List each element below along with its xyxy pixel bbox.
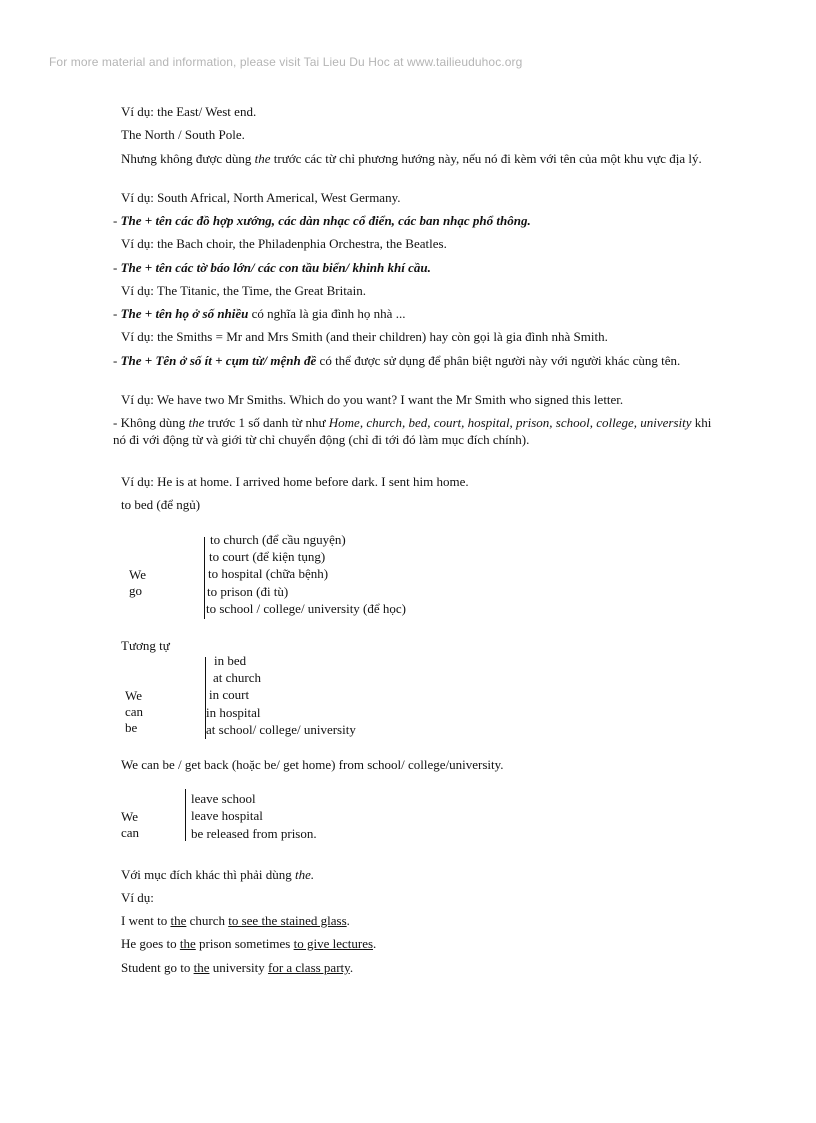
example-line: Với mục đích khác thì phải dùng the.	[121, 867, 315, 882]
rule-bullet: - The + Tên ở số ít + cụm từ/ mệnh đề có thể được sử dụng để phân biệt người này với người khác cùng tên.	[113, 353, 681, 368]
example-line: Ví dụ: We have two Mr Smiths. Which do you want? I want the Mr Smith who signed this letter.	[121, 392, 624, 407]
example-line: Ví dụ: South Africal, North Americal, West Germany.	[121, 190, 401, 205]
example-line: Tương tự	[121, 638, 170, 653]
example-line: Ví dụ: The Titanic, the Time, the Great Britain.	[121, 283, 366, 298]
example-line: The North / South Pole.	[121, 127, 245, 142]
group-item: in hospital	[206, 705, 261, 720]
rule-bullet: - The + tên các tờ báo lớn/ các con tầu biển/ khinh khí cầu.	[113, 260, 431, 275]
group-item: at school/ college/ university	[206, 722, 356, 737]
group-bracket	[185, 789, 186, 841]
page-header-watermark: For more material and information, please visit Tai Lieu Du Hoc at www.tailieuduhoc.org	[49, 55, 523, 69]
group-label: We can be	[125, 688, 144, 735]
group-item: to prison (đi tù)	[207, 584, 289, 599]
example-sentence: He goes to the prison sometimes to give lectures.	[121, 936, 377, 951]
example-line: Ví dụ: the Smiths = Mr and Mrs Smith (and their children) hay còn gọi là gia đình nhà Smith.	[121, 329, 608, 344]
example-line: to bed (để ngủ)	[121, 497, 201, 512]
example-sentence: I went to the church to see the stained glass.	[121, 913, 350, 928]
group-item: to court (để kiện tụng)	[209, 549, 326, 564]
group-item: leave hospital	[191, 808, 263, 823]
group-item: at church	[213, 670, 262, 685]
example-line: Ví dụ:	[121, 890, 154, 905]
rule-bullet: - The + tên các đồ hợp xướng, các dàn nhạc cổ điển, các ban nhạc phổ thông.	[113, 213, 531, 228]
group-item: to school / college/ university (để học)	[206, 601, 407, 616]
example-line: We can be / get back (hoặc be/ get home) from school/ college/university.	[121, 757, 504, 772]
group-item: be released from prison.	[191, 826, 317, 841]
group-item: to church (để cầu nguyện)	[210, 532, 346, 547]
rule-bullet: - The + tên họ ở số nhiều có nghĩa là gia đình họ nhà ...	[113, 306, 406, 321]
group-bracket	[204, 537, 205, 619]
group-label: We go	[129, 567, 146, 598]
group-item: leave school	[191, 791, 256, 806]
group-label: We can	[121, 809, 140, 840]
group-item: in bed	[214, 653, 247, 668]
group-item: in court	[209, 687, 250, 702]
example-line: Ví dụ: the East/ West end.	[121, 104, 257, 119]
example-line: Ví dụ: He is at home. I arrived home before dark. I sent him home.	[121, 474, 469, 489]
example-line: Ví dụ: the Bach choir, the Philadenphia Orchestra, the Beatles.	[121, 236, 447, 251]
example-sentence: Student go to the university for a class party.	[121, 960, 354, 975]
rule-bullet: - Không dùng the trước 1 số danh từ như Home, church, bed, court, hospital, prison, school, college, university khi nó đi với động từ và giới từ chỉ chuyển động (chỉ đi tới đó làm mục đích chính).	[113, 415, 712, 447]
group-item: to hospital (chữa bệnh)	[208, 566, 329, 581]
paragraph-note: Nhưng không được dùng the trước các từ chỉ phương hướng này, nếu nó đi kèm với tên của một khu vực địa lý.	[121, 151, 702, 166]
